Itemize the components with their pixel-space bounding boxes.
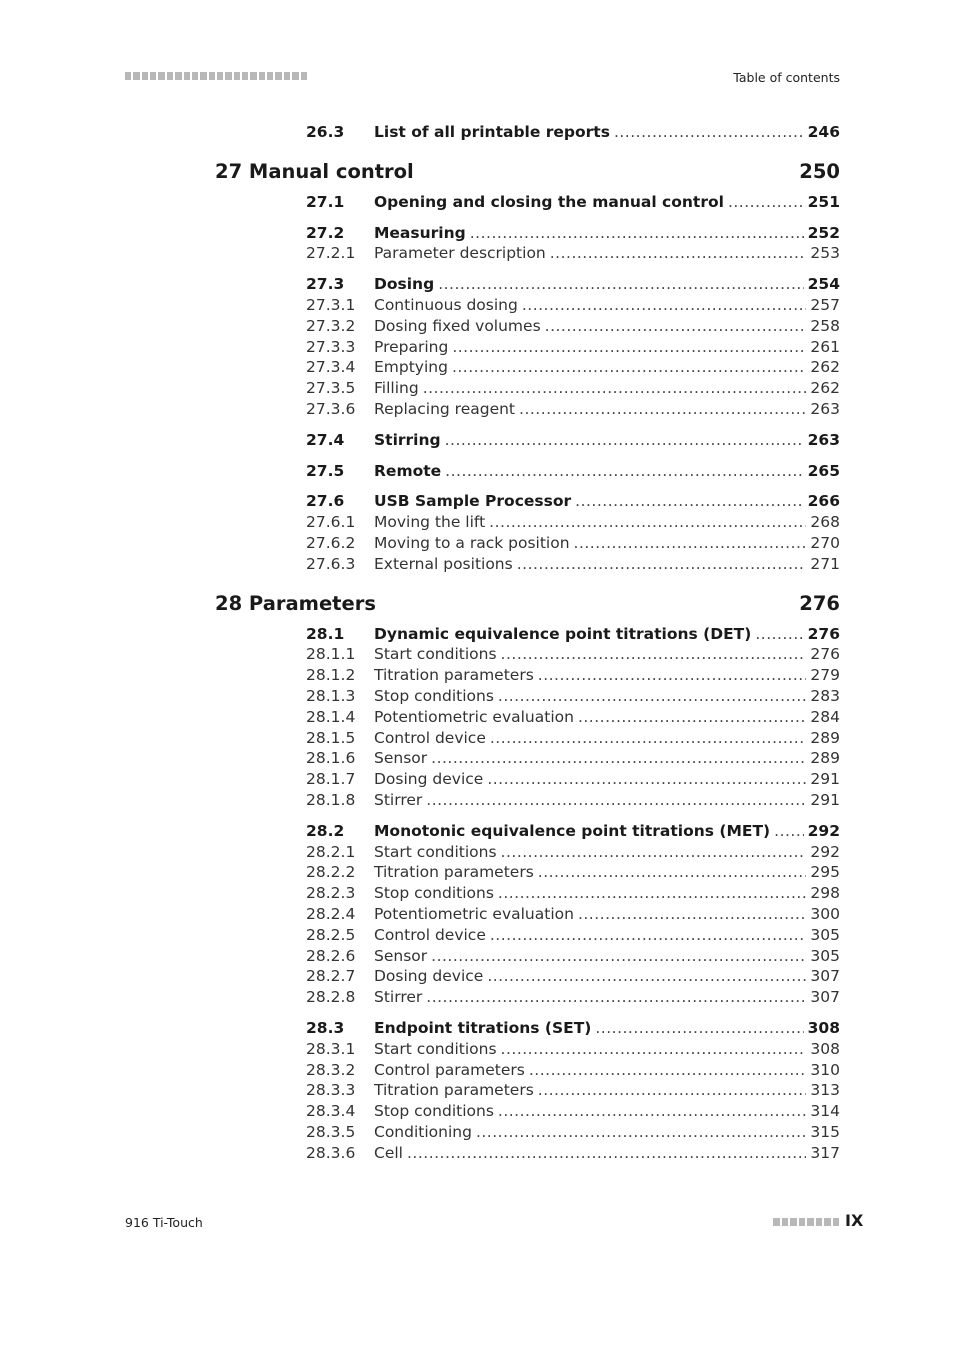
entry-title: Monotonic equivalence point titrations (MET) [374, 821, 771, 840]
entry-number: 27.3 [306, 275, 345, 294]
entry-title: Emptying [374, 358, 448, 377]
leader-dots [487, 769, 806, 790]
entry-page: 289 [810, 728, 840, 747]
entry-title: Stirring [374, 430, 441, 449]
section-entry[interactable] [306, 491, 840, 512]
subsection-entry[interactable] [306, 243, 840, 264]
entry-title: Start conditions [374, 1039, 497, 1058]
entry-page: 289 [810, 749, 840, 768]
footer-product: 916 Ti-Touch [125, 1215, 203, 1230]
section-entry[interactable] [306, 461, 840, 482]
section-entry[interactable] [306, 192, 840, 213]
entry-number: 28.1.8 [306, 791, 356, 809]
entry-title: Continuous dosing [374, 296, 518, 314]
subsection-entry[interactable] [306, 790, 840, 811]
entry-title: Moving to a rack position [374, 534, 570, 552]
chapter-entry[interactable] [215, 160, 840, 184]
section-entry[interactable] [306, 430, 840, 451]
entry-title: Potentiometric evaluation [374, 707, 574, 726]
leader-dots [490, 925, 807, 946]
entry-title: Dosing fixed volumes [374, 316, 541, 335]
entry-page: 292 [807, 821, 840, 840]
entry-number: 28.2.3 [306, 884, 356, 903]
subsection-entry[interactable] [306, 295, 840, 316]
leader-dots [426, 987, 806, 1008]
leader-dots [529, 1060, 807, 1081]
leader-dots [501, 842, 807, 863]
subsection-entry[interactable] [306, 1039, 840, 1060]
subsection-entry[interactable] [306, 1143, 840, 1164]
entry-title: Replacing reagent [374, 400, 516, 418]
leader-dots [431, 946, 806, 967]
entry-number: 27.3.5 [306, 379, 356, 398]
leader-dots [728, 192, 804, 213]
leader-dots [519, 399, 806, 420]
chapter-entry[interactable] [215, 592, 840, 616]
entry-title: Dosing [374, 275, 435, 294]
entry-page: 252 [807, 223, 840, 242]
leader-dots [487, 966, 806, 987]
entry-page: 266 [807, 492, 840, 511]
entry-number: 27.6.2 [306, 534, 356, 552]
entry-number: 28.1 [306, 624, 345, 643]
entry-number: 28.3.3 [306, 1081, 356, 1100]
entry-number: 27.6.3 [306, 554, 356, 573]
entry-number: 27.2.1 [306, 244, 356, 263]
entry-title: Control device [374, 925, 486, 944]
entry-page: 307 [810, 988, 840, 1007]
entry-title: Start conditions [374, 645, 497, 664]
entry-title: Moving the lift [374, 513, 486, 532]
leader-dots [426, 790, 806, 811]
entry-page: 262 [810, 358, 840, 377]
subsection-entry[interactable] [306, 399, 840, 420]
entry-number: 28.1.6 [306, 749, 356, 768]
subsection-entry[interactable] [306, 842, 840, 863]
entry-number: 28.2.8 [306, 988, 356, 1007]
leader-dots [755, 624, 803, 645]
leader-dots [538, 665, 807, 686]
entry-title: Parameter description [374, 244, 546, 263]
leader-dots [445, 430, 804, 451]
entry-number: 27.6 [306, 492, 345, 511]
entry-number: 28.1.4 [306, 707, 356, 726]
leader-dots [423, 378, 807, 399]
entry-title: Control parameters [374, 1060, 525, 1079]
entry-page: 254 [807, 275, 840, 294]
subsection-entry[interactable] [306, 883, 840, 904]
entry-page: 270 [810, 534, 840, 552]
subsection-entry[interactable] [306, 378, 840, 399]
entry-page: 300 [810, 905, 840, 923]
chapter-page: 276 [799, 591, 840, 615]
section-entry[interactable] [306, 122, 840, 143]
entry-number: 28.1.1 [306, 645, 356, 664]
entry-number: 28.1.7 [306, 770, 356, 789]
entry-page: 268 [810, 513, 840, 532]
chapter-title: 28 Parameters [215, 591, 376, 615]
entry-number: 27.5 [306, 461, 345, 480]
leader-dots [538, 862, 807, 883]
page-number: IX [845, 1211, 864, 1230]
entry-number: 28.3.4 [306, 1102, 356, 1121]
entry-title: Sensor [374, 749, 428, 768]
entry-page: 246 [807, 123, 840, 141]
entry-number: 28.1.5 [306, 728, 356, 747]
subsection-entry[interactable] [306, 644, 840, 665]
entry-number: 28.2.2 [306, 863, 356, 882]
entry-page: 261 [810, 337, 840, 356]
entry-page: 276 [810, 645, 840, 664]
leader-dots [545, 316, 807, 337]
entry-number: 27.1 [306, 192, 345, 211]
leader-dots [578, 707, 806, 728]
subsection-entry[interactable] [306, 862, 840, 883]
leader-dots [407, 1143, 806, 1164]
subsection-entry[interactable] [306, 728, 840, 749]
entry-title: Stirrer [374, 988, 423, 1007]
leader-dots [476, 1122, 806, 1143]
entry-page: 279 [810, 666, 840, 685]
entry-title: Dynamic equivalence point titrations (DET) [374, 624, 752, 643]
entry-page: 292 [810, 842, 840, 861]
chapter-page: 250 [799, 159, 840, 183]
entry-title: Remote [374, 461, 442, 480]
entry-title: Cell [374, 1143, 403, 1162]
entry-title: Titration parameters [374, 863, 534, 882]
subsection-entry[interactable] [306, 925, 840, 946]
entry-number: 27.3.2 [306, 316, 356, 335]
subsection-entry[interactable] [306, 554, 840, 575]
entry-number: 28.2.7 [306, 967, 356, 986]
entry-number: 28.3 [306, 1019, 345, 1037]
section-entry[interactable] [306, 624, 840, 645]
entry-title: Dosing device [374, 770, 484, 789]
entry-number: 28.2.1 [306, 842, 356, 861]
entry-title: Conditioning [374, 1123, 472, 1141]
subsection-entry[interactable] [306, 1101, 840, 1122]
entry-page: 295 [810, 863, 840, 882]
leader-dots [614, 122, 804, 143]
subsection-entry[interactable] [306, 748, 840, 769]
entry-title: Dosing device [374, 967, 484, 986]
entry-title: Sensor [374, 946, 428, 965]
leader-dots [498, 1101, 807, 1122]
entry-page: 298 [810, 884, 840, 903]
leader-dots [498, 883, 807, 904]
subsection-entry[interactable] [306, 337, 840, 358]
subsection-entry[interactable] [306, 946, 840, 967]
entry-number: 27.3.6 [306, 400, 356, 418]
subsection-entry[interactable] [306, 533, 840, 554]
section-entry[interactable] [306, 1018, 840, 1039]
entry-page: 251 [807, 192, 840, 211]
subsection-entry[interactable] [306, 987, 840, 1008]
subsection-entry[interactable] [306, 357, 840, 378]
subsection-entry[interactable] [306, 316, 840, 337]
entry-page: 271 [810, 554, 840, 573]
entry-title: Start conditions [374, 842, 497, 861]
entry-number: 26.3 [306, 123, 345, 141]
header-decoration-bar [125, 72, 307, 80]
leader-dots [578, 904, 806, 925]
subsection-entry[interactable] [306, 1060, 840, 1081]
entry-number: 27.6.1 [306, 513, 356, 532]
leader-dots [452, 337, 806, 358]
subsection-entry[interactable] [306, 512, 840, 533]
entry-number: 28.2 [306, 821, 345, 840]
entry-title: External positions [374, 554, 513, 573]
entry-title: Endpoint titrations (SET) [374, 1019, 592, 1037]
leader-dots [438, 274, 803, 295]
entry-number: 27.3.1 [306, 296, 356, 314]
entry-page: 284 [810, 707, 840, 726]
entry-title: Stop conditions [374, 687, 494, 705]
entry-page: 310 [810, 1060, 840, 1079]
entry-title: Opening and closing the manual control [374, 192, 724, 211]
subsection-entry[interactable] [306, 665, 840, 686]
leader-dots [470, 223, 804, 244]
entry-title: Potentiometric evaluation [374, 905, 574, 923]
entry-page: 307 [810, 967, 840, 986]
leader-dots [574, 533, 807, 554]
entry-title: List of all printable reports [374, 123, 610, 141]
entry-page: 253 [810, 244, 840, 263]
leader-dots [501, 1039, 807, 1060]
leader-dots [522, 295, 807, 316]
entry-title: Filling [374, 379, 419, 398]
entry-title: Control device [374, 728, 486, 747]
entry-number: 28.3.1 [306, 1039, 356, 1058]
entry-page: 308 [807, 1019, 840, 1037]
chapter-title: 27 Manual control [215, 159, 414, 183]
leader-dots [501, 644, 807, 665]
entry-page: 263 [807, 430, 840, 449]
leader-dots [550, 243, 807, 264]
subsection-entry[interactable] [306, 769, 840, 790]
entry-page: 305 [810, 925, 840, 944]
entry-page: 291 [810, 770, 840, 789]
entry-title: Stop conditions [374, 1102, 494, 1121]
leader-dots [452, 357, 806, 378]
section-entry[interactable] [306, 274, 840, 295]
entry-page: 283 [810, 687, 840, 705]
entry-page: 291 [810, 791, 840, 809]
entry-title: Preparing [374, 337, 449, 356]
leader-dots [774, 821, 804, 842]
entry-page: 262 [810, 379, 840, 398]
entry-number: 28.2.4 [306, 905, 356, 923]
subsection-entry[interactable] [306, 1122, 840, 1143]
entry-number: 28.3.5 [306, 1123, 356, 1141]
subsection-entry[interactable] [306, 686, 840, 707]
entry-number: 28.1.3 [306, 687, 356, 705]
entry-number: 28.2.5 [306, 925, 356, 944]
entry-number: 28.1.2 [306, 666, 356, 685]
entry-page: 258 [810, 316, 840, 335]
leader-dots [498, 686, 807, 707]
entry-number: 27.2 [306, 223, 345, 242]
footer-decoration-bar [773, 1218, 839, 1226]
entry-title: USB Sample Processor [374, 492, 572, 511]
entry-page: 313 [810, 1081, 840, 1100]
leader-dots [490, 728, 807, 749]
leader-dots [575, 491, 803, 512]
entry-number: 28.3.6 [306, 1143, 356, 1162]
entry-title: Titration parameters [374, 666, 534, 685]
entry-page: 308 [810, 1039, 840, 1058]
subsection-entry[interactable] [306, 1080, 840, 1101]
entry-title: Stirrer [374, 791, 423, 809]
entry-page: 265 [807, 461, 840, 480]
leader-dots [431, 748, 806, 769]
entry-title: Measuring [374, 223, 466, 242]
section-entry[interactable] [306, 821, 840, 842]
entry-number: 28.3.2 [306, 1060, 356, 1079]
leader-dots [538, 1080, 807, 1101]
entry-number: 27.3.4 [306, 358, 356, 377]
subsection-entry[interactable] [306, 707, 840, 728]
leader-dots [445, 461, 803, 482]
subsection-entry[interactable] [306, 966, 840, 987]
entry-page: 276 [807, 624, 840, 643]
leader-dots [489, 512, 806, 533]
entry-number: 27.4 [306, 430, 345, 449]
entry-page: 263 [810, 400, 840, 418]
entry-page: 315 [810, 1123, 840, 1141]
entry-page: 314 [810, 1102, 840, 1121]
entry-page: 257 [810, 296, 840, 314]
entry-title: Titration parameters [374, 1081, 534, 1100]
section-entry[interactable] [306, 223, 840, 244]
leader-dots [517, 554, 807, 575]
entry-number: 27.3.3 [306, 337, 356, 356]
entry-title: Stop conditions [374, 884, 494, 903]
entry-page: 317 [810, 1143, 840, 1162]
leader-dots [595, 1018, 803, 1039]
entry-page: 305 [810, 946, 840, 965]
entry-number: 28.2.6 [306, 946, 356, 965]
running-header: Table of contents [733, 70, 840, 85]
subsection-entry[interactable] [306, 904, 840, 925]
